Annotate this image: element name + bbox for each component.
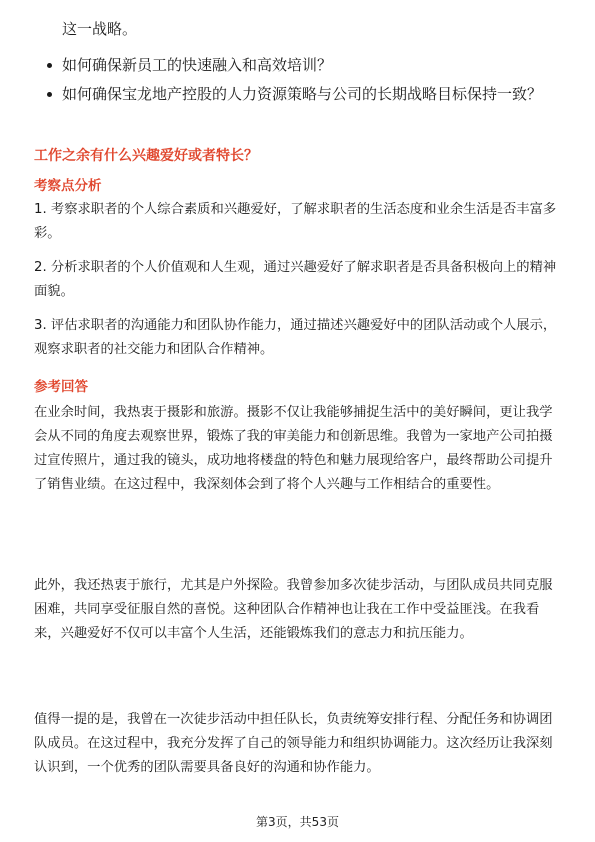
answer-paragraph: 在业余时间，我热衷于摄影和旅游。摄影不仅让我能够捕捉生活中的美好瞬间，更让我学会从不同的角度去观察世界，锻炼了我的审美能力和创新思维。我曾为一家地产公司拍摄过宣传照片，通过我的镜头，成功地将楼盘的特色和魅力展现给客户，最终帮助公司提升了销售业绩。在这过程中，我深刻体会到了将个人兴趣与工作相结合的重要性。 [34, 405, 553, 492]
bullet-dot-icon [47, 63, 52, 68]
question-bullet-list [44, 54, 564, 112]
page-number: 第3页，共53页 [256, 815, 339, 829]
answer-paragraph: 值得一提的是，我曾在一次徒步活动中担任队长，负责统筹安排行程、分配任务和协调团队成员。在这过程中，我充分发挥了自己的领导能力和组织协调能力。这次经历让我深刻认识到，一个优秀的团队需要具备良好的沟通和协作能力。 [34, 712, 553, 775]
bullet-item [44, 54, 564, 76]
bullet-dot-icon [47, 92, 52, 97]
answer-paragraph: 此外，我还热衷于旅行，尤其是户外探险。我曾参加多次徒步活动，与团队成员共同克服困难，共同享受征服自然的喜悦。这种团队合作精神也让我在工作中受益匪浅。在我看来，兴趣爱好不仅可以丰富个人生活，还能锻炼我们的意志力和抗压能力。 [34, 578, 553, 641]
analysis-point: 3. 评估求职者的沟通能力和团队协作能力，通过描述兴趣爱好中的团队活动或个人展示，观察求职者的社交能力和团队合作精神。 [34, 318, 557, 357]
bullet-text: 如何确保新员工的快速融入和高效培训？ [62, 56, 333, 74]
analysis-point: 2. 分析求职者的个人价值观和人生观，通过兴趣爱好了解求职者是否具备积极向上的精神面貌。 [34, 260, 557, 299]
analysis-heading: 考察点分析 [34, 178, 102, 194]
bullet-text: 如何确保宝龙地产控股的人力资源策略与公司的长期战略目标保持一致？ [62, 85, 543, 103]
question-heading: 工作之余有什么兴趣爱好或者特长？ [34, 148, 258, 164]
analysis-point: 1. 考察求职者的个人综合素质和兴趣爱好，了解求职者的生活态度和业余生活是否丰富多彩。 [34, 202, 557, 241]
continuation-text: 这一战略。 [62, 20, 138, 38]
answer-heading: 参考回答 [34, 379, 88, 395]
bullet-item [44, 83, 564, 105]
